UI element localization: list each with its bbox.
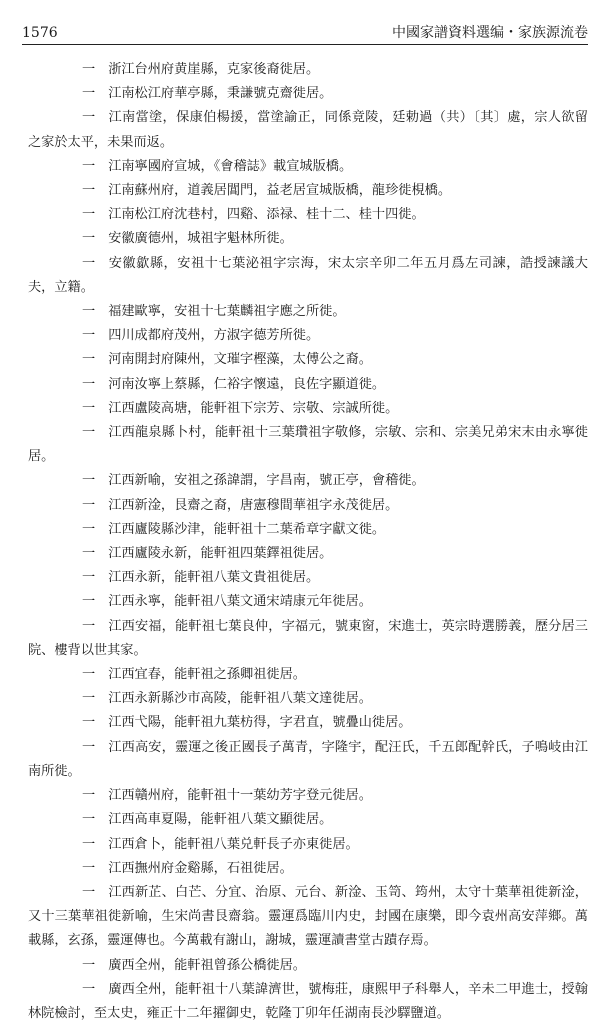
entry-item [28, 397, 588, 421]
entry-item [28, 518, 588, 542]
page-header [22, 18, 588, 42]
entry-dash: 一 [82, 594, 96, 610]
entry-item [28, 711, 588, 735]
entry-item [28, 252, 588, 300]
entry-dash: 一 [82, 328, 96, 344]
header-rule [22, 44, 588, 45]
entry-dash: 一 [82, 546, 96, 562]
entry-item [28, 736, 588, 784]
entry-item [28, 58, 588, 82]
entry-item [28, 857, 588, 881]
entry-item [28, 227, 588, 251]
entry-text: 江西永寧，能軒祖八葉文通宋靖康元年徙居。 [108, 594, 372, 610]
entry-item [28, 494, 588, 518]
entry-text: 四川成都府茂州，方淑字德芳所徙。 [108, 328, 320, 344]
entry-item [28, 179, 588, 203]
entry-item [28, 615, 588, 663]
entry-dash: 一 [82, 110, 96, 126]
entry-text: 浙江台州府黄崖縣，克家後裔徙居。 [108, 62, 320, 77]
entry-item [28, 784, 588, 808]
entry-dash: 一 [82, 231, 96, 247]
entry-text: 江南當塗，保康伯楊援，當塗諭正，同係竟陵，廷勅過（共）〔其〕處，宗人欲留之家於太平，未果而返。 [28, 110, 588, 150]
entry-item [28, 348, 588, 372]
entry-dash: 一 [82, 521, 96, 537]
entry-text: 河南開封府陳州，文璀字樫藻，太傅公之裔。 [108, 352, 372, 368]
running-title: 中國家譜資料選编・家族源流卷 [392, 25, 588, 41]
entry-text: 廣西全州，能軒祖十八葉諱濟世，號梅莊，康熙甲子科舉人，辛未二甲進士，授翰林院檢討，至太史，雍正十二年擢御史，乾隆丁卯年任湖南長沙驛鹽道。 [28, 981, 588, 1021]
entry-item [28, 590, 588, 614]
entry-text: 河南汝寧上蔡縣，仁裕字懷遠，良佐字顯道徙。 [108, 376, 386, 392]
entry-text: 江西永新，能軒祖八葉文貴祖徙居。 [108, 570, 320, 586]
entry-text: 江西弋陽，能軒祖九葉枋得，字君直，號疊山徙居。 [108, 715, 412, 731]
entry-text: 江西新芷、白芒、分宜、治原、元台、新淦、玉笥、筠州，太守十葉華祖徙新淦，又十三葉華祖徙新喻，生宋尚書艮齋翁。靈運爲臨川内史，封國在康樂，即今袁州高安萍鄉。萬載縣，玄孫，靈運傳也。今萬載有謝山，謝城，靈運讀書堂古蹟存焉。 [28, 884, 588, 949]
entry-text: 安徽廣德州，城祖字魁林所徙。 [108, 231, 293, 247]
entry-text: 江西高安，靈運之後正國長子萬青，字隆宇，配汪氏，千五郎配幹氏，子鳴岐由江南所徙。 [28, 739, 588, 779]
entry-dash: 一 [82, 884, 96, 900]
entry-item [28, 203, 588, 227]
page-number: 1576 [22, 25, 58, 41]
entry-dash: 一 [82, 618, 96, 634]
entry-text: 江南寧國府宣城，《會稽誌》載宣城版橋。 [108, 158, 353, 174]
entry-text: 江西廬陵縣沙津，能軒祖十二葉希章字獻文徙。 [108, 521, 386, 537]
entry-dash: 一 [82, 400, 96, 416]
entry-text: 江西安福，能軒祖七葉良仲，字福元，號東窗，宋進士，英宗時選勝義，歷分居三院、樓背以世其家。 [28, 618, 588, 658]
entry-item [28, 566, 588, 590]
entry-item [28, 881, 588, 954]
entry-dash: 一 [82, 376, 96, 392]
entry-dash: 一 [82, 739, 96, 755]
entry-item [28, 978, 588, 1026]
entry-item [28, 469, 588, 493]
entry-dash: 一 [82, 812, 96, 828]
entry-dash: 一 [82, 352, 96, 368]
entry-dash: 一 [82, 957, 96, 973]
entry-text: 江西盧陵高塘，能軒祖下宗芳、宗敬、宗誠所徙。 [108, 400, 399, 416]
entry-dash: 一 [82, 788, 96, 804]
entry-item [28, 808, 588, 832]
entry-text: 福建歐寧，安祖十七葉麟祖字應之所徙。 [108, 304, 346, 320]
entry-dash: 一 [82, 836, 96, 852]
entry-dash: 一 [82, 691, 96, 707]
entry-item [28, 106, 588, 154]
entry-item [28, 833, 588, 857]
entry-text: 江西新喻，安祖之孫諱謂，字昌南，號正亭，會稽徙。 [108, 473, 425, 489]
entry-dash: 一 [82, 207, 96, 223]
entry-dash: 一 [82, 473, 96, 489]
entry-dash: 一 [82, 715, 96, 731]
entry-dash: 一 [82, 497, 96, 513]
entry-text: 江西倉卜，能軒祖八葉兑軒長子亦東徙居。 [108, 836, 359, 852]
entry-item [28, 663, 588, 687]
entry-text: 江西高車夏陽，能軒祖八葉文顯徙居。 [108, 812, 333, 828]
entry-dash: 一 [82, 425, 96, 441]
entry-dash: 一 [82, 62, 96, 77]
entry-dash: 一 [82, 158, 96, 174]
entry-item [28, 324, 588, 348]
entry-item [28, 954, 588, 978]
entry-text: 江西廬陵永新，能軒祖四葉鐸祖徙居。 [108, 546, 333, 562]
entry-item [28, 373, 588, 397]
entry-dash: 一 [82, 667, 96, 683]
entry-item [28, 300, 588, 324]
entry-text: 江西龍泉縣卜村，能軒祖十三葉瓚祖字敬修，宗敏、宗和、宗美兄弟宋末由永寧徙居。 [28, 425, 588, 465]
entry-dash: 一 [82, 86, 96, 102]
entry-item [28, 542, 588, 566]
entry-text: 江西永新縣沙市高陵，能軒祖八葉文達徙居。 [108, 691, 372, 707]
entry-dash: 一 [82, 183, 96, 199]
entry-text: 江西新淦，艮齋之裔，唐憲穆間華祖字永茂徙居。 [108, 497, 399, 513]
entry-text: 江南松江府沈巷村，四谿、添禄、桂十二、桂十四徙。 [108, 207, 425, 223]
entry-dash: 一 [82, 570, 96, 586]
entry-dash: 一 [82, 860, 96, 876]
entry-text: 江南松江府華亭縣，秉謙號克齋徙居。 [108, 86, 333, 102]
entry-list [28, 58, 588, 1026]
entry-text: 安徽歙縣，安祖十七葉泌祖字宗海，宋太宗辛卯二年五月爲左司諫，誥授諫議大夫，立籍。 [28, 255, 588, 295]
entry-dash: 一 [82, 255, 96, 271]
entry-text: 江西贛州府，能軒祖十一葉幼芳字登元徙居。 [108, 788, 372, 804]
entry-dash: 一 [82, 304, 96, 320]
entry-dash: 一 [82, 981, 96, 997]
entry-text: 江西撫州府金谿縣，石祖徙居。 [108, 860, 293, 876]
entry-text: 江西宜春，能軒祖之孫卿祖徙居。 [108, 667, 306, 683]
entry-text: 廣西全州，能軒祖曾孫公橋徙居。 [108, 957, 306, 973]
entry-item [28, 421, 588, 469]
entry-item [28, 155, 588, 179]
entry-text: 江南蘇州府，道義居閶門，益老居宣城版橋，龍珍徙梘橋。 [108, 183, 452, 199]
entry-item [28, 82, 588, 106]
entry-item [28, 687, 588, 711]
